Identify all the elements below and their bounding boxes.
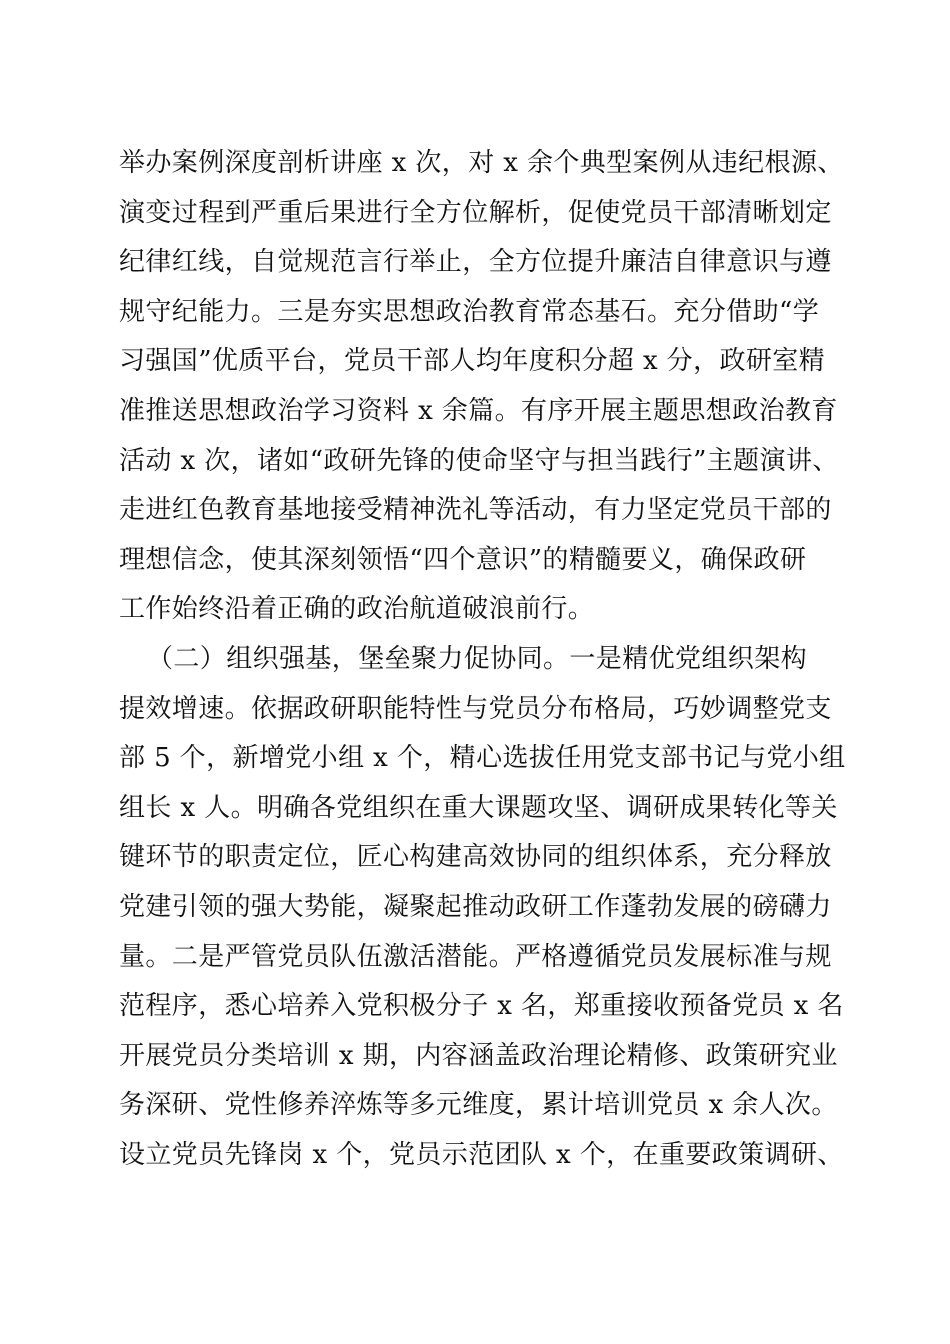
text-line: 纪律红线，自觉规范言行举止，全方位提升廉洁自律意识与遵: [119, 247, 832, 278]
text-line: 党建引领的强大势能，凝聚起推动政研工作蓬勃发展的磅礴力: [119, 891, 832, 922]
text-line: 理想信念，使其深刻领悟“四个意识”的精髓要义，确保政研: [119, 544, 807, 575]
text-line: 提效增速。依据政研职能特性与党员分布格局，巧妙调整党支: [119, 693, 832, 724]
text-line: 习强国”优质平台，党员干部人均年度积分超 x 分，政研室精: [119, 346, 826, 377]
text-line: 走进红色教育基地接受精神洗礼等活动，有力坚定党员干部的: [119, 495, 832, 526]
text-line: 范程序，悉心培养入党积极分子 x 名，郑重接收预备党员 x 名: [119, 991, 844, 1022]
text-line: 设立党员先锋岗 x 个，党员示范团队 x 个，在重要政策调研、: [119, 1139, 844, 1170]
text-line: 键环节的职责定位，匠心构建高效协同的组织体系，充分释放: [119, 842, 832, 873]
text-line: 务深研、党性修养淬炼等多元维度，累计培训党员 x 余人次。: [119, 1090, 838, 1121]
text-line: 演变过程到严重后果进行全方位解析，促使党员干部清晰划定: [119, 197, 832, 228]
section-heading-line: （二）组织强基，堡垒聚力促协同。一是精优党组织架构: [147, 643, 808, 674]
text-line: 开展党员分类培训 x 期，内容涵盖政治理论精修、政策研究业: [119, 1040, 838, 1071]
text-line: 组长 x 人。明确各党组织在重大课题攻坚、调研成果转化等关: [119, 792, 838, 823]
text-line: 量。二是严管党员队伍激活潜能。严格遵循党员发展标准与规: [119, 941, 832, 972]
text-line: 工作始终沿着正确的政治航道破浪前行。: [119, 594, 595, 625]
text-line: 活动 x 次，诸如“政研先锋的使命坚守与担当践行”主题演讲、: [119, 445, 839, 476]
text-line: 规守纪能力。三是夯实思想政治教育常态基石。充分借助“学: [119, 296, 820, 327]
text-line: 部 5 个，新增党小组 x 个，精心选拔任用党支部书记与党小组: [119, 743, 846, 774]
text-line: 准推送思想政治学习资料 x 余篇。有序开展主题思想政治教育: [119, 395, 838, 426]
body-text: [119, 139, 846, 1180]
text-line: 举办案例深度剖析讲座 x 次，对 x 余个典型案例从违纪根源、: [119, 148, 844, 178]
